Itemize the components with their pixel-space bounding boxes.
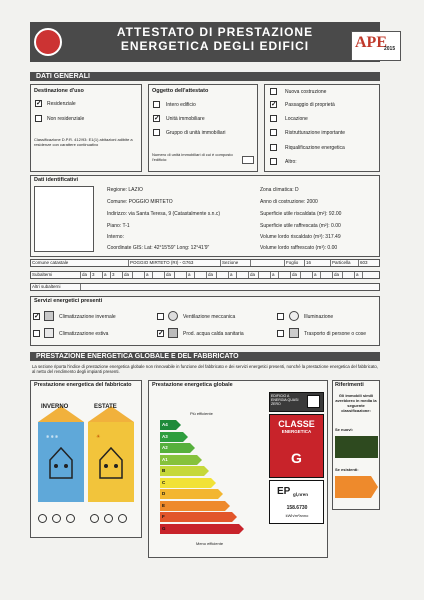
locazione-checkbox[interactable] (270, 115, 277, 122)
illuminazione-label: Illuminazione (304, 314, 334, 320)
subalterni-empty-9 (301, 272, 313, 278)
ape-logo-text: APE (355, 34, 387, 51)
fan-icon (168, 311, 178, 321)
subalterni-da-5: da (249, 272, 259, 278)
svg-text:☀: ☀ (96, 434, 101, 440)
numero-unita-field[interactable] (242, 156, 254, 164)
ventilazione-label: Ventilazione meccanica (183, 314, 236, 320)
ristrutturazione-checkbox[interactable] (270, 129, 277, 136)
fabbricato-illustration (36, 402, 136, 502)
acqua-calda-checkbox[interactable]: ✓ (158, 330, 164, 337)
inverno-panel (38, 422, 84, 502)
subalterni-a: a (103, 272, 111, 278)
energy-class-bar-a2: A2 (160, 443, 190, 453)
subalterni-label: Subalterni (31, 272, 81, 278)
se-nuovi-indicator (335, 436, 378, 458)
subalterni-a-7: a (355, 272, 363, 278)
catasto-row-comune (30, 259, 380, 267)
dati-identificativi-title: Dati identificativi (34, 177, 79, 183)
energy-class-bar-a3: A3 (160, 432, 183, 442)
illuminazione-checkbox[interactable] (277, 313, 284, 320)
classe-label-energetica: ENERGETICA (281, 429, 312, 434)
passaggio-proprieta-label: Passaggio di proprietà (285, 102, 335, 108)
section-prestazione: PRESTAZIONE ENERGETICA GLOBALE E DEL FABBRICATO (30, 352, 380, 361)
subalterni-empty-8 (279, 272, 291, 278)
estate-panel (88, 422, 134, 502)
comune-catastale-label: Comune catastale (31, 260, 129, 266)
subalterni-empty-10 (321, 272, 333, 278)
classe-value: G (291, 450, 302, 466)
altro-label: Altro: (285, 159, 297, 165)
subalterni-da-value: 3 (91, 272, 103, 278)
unita-immobiliare-checkbox[interactable]: ✓ (154, 115, 160, 122)
subalterni-da-2: da (123, 272, 133, 278)
subalterni-empty-4 (195, 272, 207, 278)
locazione-label: Locazione (285, 116, 308, 122)
prestazione-description: La sezione riporta l'indice di prestazione energetica globale non rinnovabile in funzione del fabbricato e dei servizi energetici presenti, nonché la prestazione energetica del fabbricato, al netto del rendimento degli impianti presenti. (32, 364, 378, 374)
nzeb-checkbox[interactable] (307, 395, 320, 408)
clim-estiva-label: Climatizzazione estiva (59, 331, 109, 337)
foglio-value: 16 (305, 260, 331, 266)
acqua-calda-label: Prod. acqua calda sanitaria (183, 331, 244, 337)
subalterni-a-6: a (313, 272, 321, 278)
gruppo-unita-label: Gruppo di unità immobiliari (166, 130, 226, 136)
riferimenti-text: Gli immobili simili avrebbero in media la seguente classificazione: (335, 393, 377, 413)
ventilazione-checkbox[interactable] (157, 313, 164, 320)
nuova-costruzione-checkbox[interactable] (270, 88, 277, 95)
se-esistenti-indicator (335, 476, 371, 498)
subalterni-empty-6 (237, 272, 249, 278)
volume-raffrescato-text: Volume lordo raffrescato (m³): 0.00 (260, 245, 338, 251)
subalterni-empty-3 (175, 272, 187, 278)
altri-subalterni-label: Altri subalterni (31, 284, 81, 290)
smiley-icon-1 (38, 514, 47, 523)
energy-class-bar-g: G (160, 524, 239, 534)
catasto-row-altri (30, 283, 380, 291)
zona-climatica-text: Zona climatica: D (260, 187, 299, 193)
subalterni-a-4: a (229, 272, 237, 278)
residenziale-label: Residenziale (47, 101, 76, 107)
subalterni-da-7: da (333, 272, 343, 278)
energy-class-bar-a1: A1 (160, 455, 197, 465)
particella-label: Particella (331, 260, 359, 266)
nzeb-label: EDIFICIO A ENERGIA QUASI ZERO (271, 394, 299, 406)
ape-logo-year: 2015 (384, 46, 396, 52)
riqualificazione-label: Riqualificazione energetica (285, 145, 345, 151)
piano-text: Piano: T-1 (107, 223, 130, 229)
ep-subscript: gl,nren (293, 492, 309, 497)
numero-unita-text: Numero di unità immobiliari di cui è composto l'edificio: (152, 152, 233, 162)
non-residenziale-label: Non residenziale (47, 116, 85, 122)
sezione-value (251, 260, 285, 266)
smiley-icon-2 (52, 514, 61, 523)
subalterni-empty-2 (153, 272, 165, 278)
building-photo-placeholder (34, 186, 94, 252)
meno-efficiente-label: Meno efficiente (196, 541, 224, 546)
gruppo-unita-checkbox[interactable] (153, 129, 160, 136)
energy-class-bar-f: F (160, 512, 232, 522)
energy-class-scale (160, 420, 270, 538)
subalterni-empty-5 (217, 272, 229, 278)
oggetto-title: Oggetto dell'attestato (152, 88, 209, 94)
document-title: ATTESTATO DI PRESTAZIONE ENERGETICA DEGLI EDIFICI (116, 25, 314, 53)
estate-label: ESTATE (94, 404, 117, 410)
foglio-label: Foglio (285, 260, 305, 266)
riqualificazione-checkbox[interactable] (270, 144, 277, 151)
catasto-row-subalterni (30, 271, 380, 279)
regione-text: Regione: LAZIO (107, 187, 143, 193)
smiley-icon-5 (104, 514, 113, 523)
superficie-raffrescata-text: Superficie utile raffrescata (m²): 0.00 (260, 223, 341, 229)
ep-unit: kWh/m²anno (285, 513, 309, 518)
fabbricato-title: Prestazione energetica del fabbricato (34, 382, 132, 388)
region-logo-icon (34, 28, 62, 56)
ep-label: EP (277, 486, 291, 497)
inverno-label: INVERNO (41, 404, 69, 410)
se-esistenti-arrow (371, 476, 378, 498)
clim-invernale-checkbox[interactable]: ✓ (34, 313, 40, 320)
energy-class-bar-c: C (160, 478, 211, 488)
svg-text:❄ ❄ ❄: ❄ ❄ ❄ (46, 434, 59, 439)
altro-checkbox[interactable] (270, 158, 277, 165)
subalterni-da-3: da (165, 272, 175, 278)
subalterni-a-5: a (271, 272, 279, 278)
intero-edificio-checkbox[interactable] (153, 101, 160, 108)
smiley-icon-3 (66, 514, 75, 523)
energy-class-bar-e: E (160, 501, 225, 511)
fabbricato-smiley-row (36, 506, 136, 532)
subalterni-a-value: 3 (111, 272, 123, 278)
classe-label-classe: CLASSE (278, 419, 315, 429)
elevator-icon (289, 328, 299, 338)
subalterni-empty-7 (259, 272, 271, 278)
energy-class-bar-a4: A4 (160, 420, 176, 430)
faucet-icon (168, 328, 178, 338)
destinazione-title: Destinazione d'uso (34, 88, 84, 94)
piu-efficiente-label: Più efficiente (190, 411, 213, 416)
riferimenti-title: Riferimenti (335, 382, 364, 388)
lightbulb-icon (289, 311, 299, 321)
classificazione-text: Classificazione D.P.R. 412/93: E1(1) abitazioni adibite a residenze con carattere continuativo (34, 137, 133, 147)
volume-riscaldato-text: Volume lordo riscaldato (m³): 317.49 (260, 234, 341, 240)
subalterni-empty-1 (133, 272, 145, 278)
ristrutturazione-label: Ristrutturazione importante (285, 130, 346, 136)
subalterni-empty-12 (363, 272, 379, 278)
se-nuovi-label: Se nuovi: (335, 427, 354, 432)
snowflake-icon (44, 328, 54, 338)
servizi-title: Servizi energetici presenti (34, 298, 103, 304)
indirizzo-text: Indirizzo: via Santa Teresa, 9 (Catastalmente s.n.c) (107, 211, 221, 217)
superficie-riscaldata-text: Superficie utile riscaldata (m²): 92.00 (260, 211, 342, 217)
energy-class-bar-d: D (160, 489, 218, 499)
anno-costruzione-text: Anno di costruzione: 2000 (260, 199, 318, 205)
subalterni-da: da (81, 272, 91, 278)
unita-immobiliare-label: Unità immobiliare (166, 116, 205, 122)
smiley-icon-6 (118, 514, 127, 523)
energy-class-bar-b: B (160, 466, 204, 476)
clim-estiva-checkbox[interactable] (33, 330, 40, 337)
se-esistenti-label: Se esistenti: (335, 467, 359, 472)
residenziale-checkbox[interactable]: ✓ (36, 100, 42, 107)
particella-value: 603 (360, 260, 368, 265)
passaggio-proprieta-checkbox[interactable]: ✓ (271, 101, 277, 108)
section-dati-generali: DATI GENERALI (30, 72, 380, 81)
motivo-box (264, 84, 380, 172)
destinazione-box (30, 84, 142, 172)
subalterni-a-2: a (145, 272, 153, 278)
clim-invernale-label: Climatizzazione invernale (59, 314, 116, 320)
subalterni-da-6: da (291, 272, 301, 278)
subalterni-da-4: da (207, 272, 217, 278)
nuova-costruzione-label: Nuova costruzione (285, 89, 327, 95)
interno-text: Interno: (107, 234, 124, 240)
subalterni-a-3: a (187, 272, 195, 278)
comune-text: Comune: POGGIO MIRTETO (107, 199, 173, 205)
non-residenziale-checkbox[interactable] (35, 115, 42, 122)
coordinate-text: Coordinate GIS: Lat: 42°15'59" Long: 12°41'9" (107, 245, 210, 251)
subalterni-empty-11 (343, 272, 355, 278)
globale-title: Prestazione energetica globale (152, 382, 233, 388)
trasporto-label: Trasporto di persone o cose (304, 331, 367, 337)
radiator-icon (44, 311, 54, 321)
ep-value: 158.6730 (286, 505, 308, 511)
comune-catastale-value: POGGIO MIRTETO (RI) - G763 (129, 260, 221, 266)
smiley-icon-4 (90, 514, 99, 523)
trasporto-checkbox[interactable] (277, 330, 284, 337)
sezione-label: Sezione (221, 260, 251, 266)
intero-edificio-label: Intero edificio (166, 102, 196, 108)
